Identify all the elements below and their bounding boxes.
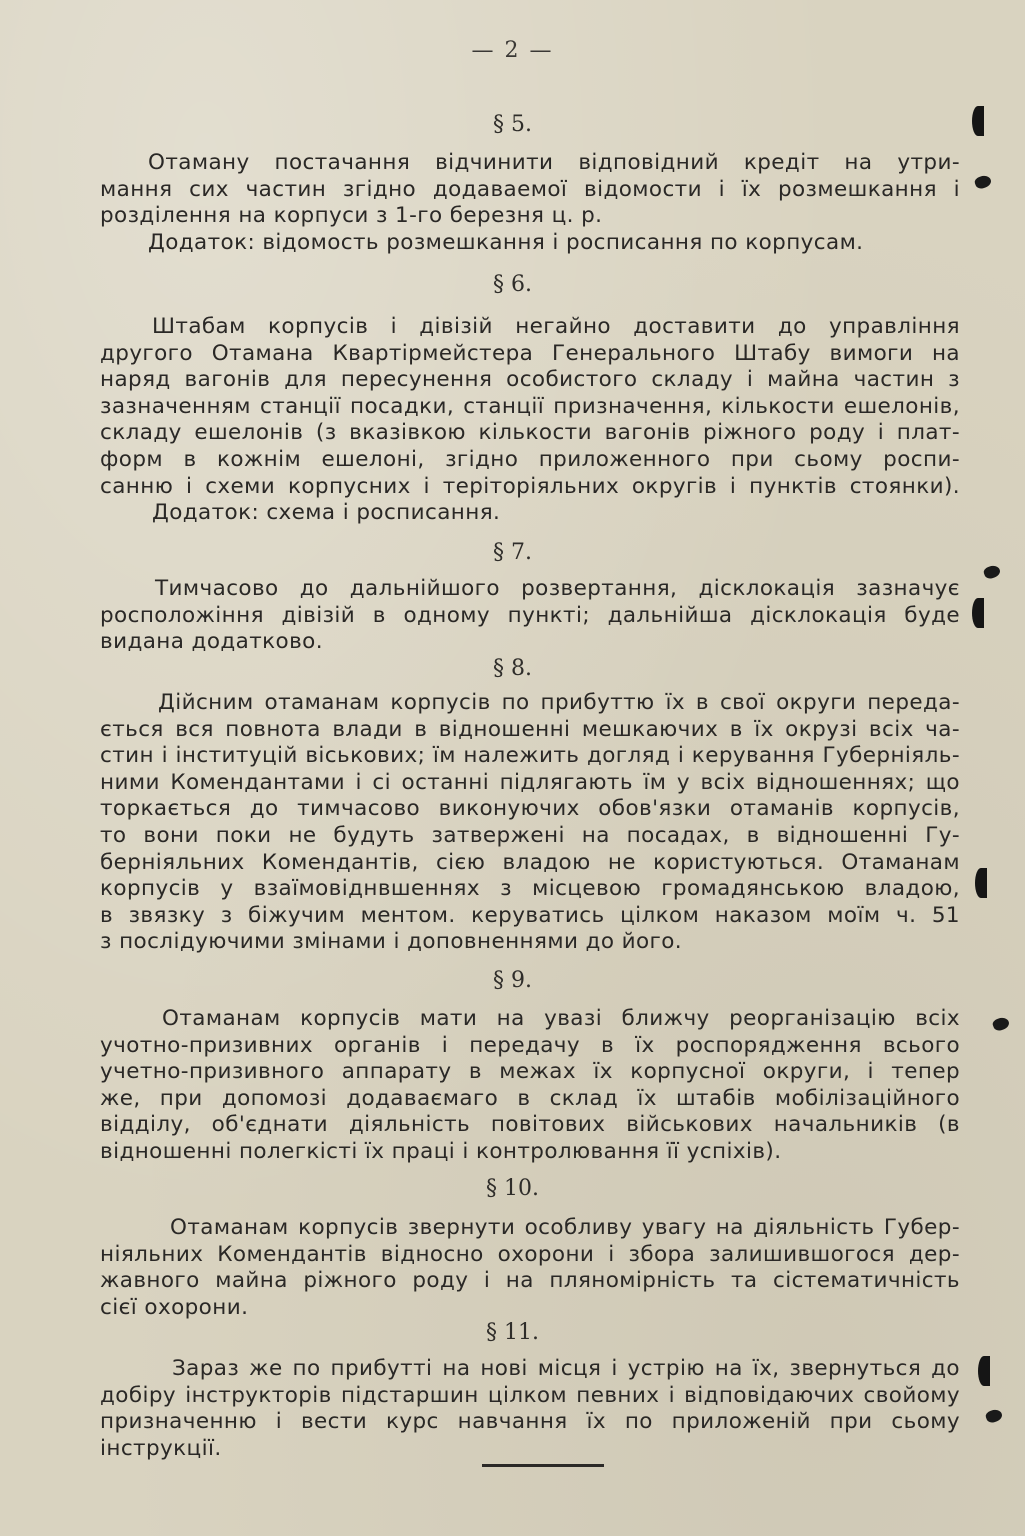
text-line: Отаманам корпусів мати на увазі ближчу реорганізацію всіх (162, 1006, 960, 1031)
text-line: ними Комендантами і сі останні підлягають їм у всіх відношеннях; що (100, 769, 960, 795)
binding-hole-mark (972, 106, 984, 136)
text-line: учетно-призивного аппарату в межах їх корпусної округи, і тепер (100, 1059, 960, 1085)
text-line: Тимчасово до дальнійшого розвертання, дісклокація зазначує (155, 576, 960, 601)
section-body-7 (100, 576, 960, 656)
text-line: учотно-призивних органів і передачу в їх роспорядження всього (100, 1032, 960, 1058)
text-line: стин і інституцій віськових; їм належить догляд і керування Губерніяль- (100, 743, 960, 769)
text-line: Отаманам корпусів звернути особливу увагу на діяльність Губер- (170, 1215, 960, 1240)
text-line: розділення на корпуси з 1-го березня ц. р. (100, 203, 603, 229)
text-line: відділу, об'єднати діяльність повітових військових начальників (в (100, 1112, 960, 1138)
text-line: Дійсним отаманам корпусів по прибуттю їх в свої округи переда- (158, 690, 960, 715)
text-line: корпусів у взаїмовіднвшеннях з місцевою громадянською владою, (100, 876, 960, 902)
text-line: Додаток: схема і росписання. (152, 500, 501, 526)
text-line: торкається до тимчасово виконуючих обов'язки отаманів корпусів, (100, 796, 960, 822)
section-body-8 (100, 690, 960, 956)
text-line: форм в кожнім ешелоні, згідно приложенного при сьому роспи- (100, 446, 960, 472)
text-line: Додаток: відомость розмешкання і росписання по корпусам. (148, 229, 864, 255)
closing-rule (482, 1464, 604, 1467)
section-heading-9: § 9. (493, 968, 532, 993)
binding-hole-mark (975, 868, 987, 898)
text-line: ніяльних Комендантів відносно охорони і збора залишившогося дер- (100, 1241, 960, 1267)
section-heading-11: § 11. (486, 1320, 539, 1345)
text-line: зазначенням станції посадки, станції призначення, кількости ешелонів, (100, 393, 960, 419)
section-heading-6: § 6. (493, 272, 532, 297)
text-line: сієї охорони. (100, 1294, 249, 1320)
section-heading-5: § 5. (493, 112, 532, 137)
text-line: же, при допомозі додаваємаго в склад їх штабів мобілізаційного (100, 1085, 960, 1111)
text-line: ється вся повнота влади в відношенні мешкаючих в їх окрузі всіх ча- (100, 716, 960, 742)
section-body-6 (100, 314, 960, 527)
text-line: жавного майна ріжного роду і на пляномірність та сістематичність (100, 1268, 960, 1294)
text-line: другого Отамана Квартірмейстера Генерального Штабу вимоги на (100, 340, 960, 366)
binding-hole-mark (978, 1356, 990, 1386)
text-line: Штабам корпусів і дівізій негайно доставити до управління (152, 314, 960, 339)
page-number: — 2 — (471, 38, 554, 63)
text-line: видана додатково. (100, 629, 323, 655)
text-line: складу ешелонів (з вказівкою кількости вагонів ріжного роду і плат- (100, 420, 960, 446)
section-heading-8: § 8. (493, 656, 532, 681)
ink-blot (991, 1016, 1010, 1033)
section-body-11 (100, 1356, 960, 1462)
text-line: відношенні полегкісті їх праці і контролювання її успіхів). (100, 1138, 782, 1164)
text-line: Отаману постачання відчинити відповідний кредіт на утри- (148, 150, 960, 175)
ink-blot (973, 174, 992, 191)
section-body-5 (100, 150, 960, 256)
text-line: добіру інструкторів підстаршин цілком певних і відповідаючих свойому (100, 1382, 960, 1408)
section-heading-10: § 10. (486, 1176, 539, 1201)
text-line: призначенню і вести курс навчання їх по приложеній при сьому (100, 1409, 960, 1435)
section-body-9 (100, 1006, 960, 1166)
text-line: мання сих частин згідно додаваемої відомости і їх розмешкання і (100, 176, 960, 202)
text-line: то вони поки не будуть затвержені на посадах, в відношенні Гу- (100, 822, 960, 848)
text-line: з послідуючими змінами і доповненнями до його. (100, 929, 683, 955)
ink-blot (982, 564, 1001, 581)
section-body-10 (100, 1215, 960, 1321)
text-line: берніяльних Комендантів, сією владою не користуються. Отаманам (100, 849, 960, 875)
binding-hole-mark (972, 598, 984, 628)
text-line: в звязку з біжучим ментом. керуватись цілком наказом моїм ч. 51 (100, 902, 960, 928)
text-line: наряд вагонів для пересунення особистого складу і майна частин з (100, 367, 960, 393)
text-line: росположіння дівізій в одному пункті; дальнійша дісклокація буде (100, 602, 960, 628)
ink-blot (984, 1408, 1003, 1425)
section-heading-7: § 7. (493, 540, 532, 565)
text-line: інструкції. (100, 1435, 222, 1461)
text-line: Зараз же по прибутті на нові місця і устрію на їх, звернуться до (172, 1356, 960, 1381)
text-line: санню і схеми корпусних і теріторіяльних округів і пунктів стоянки). (100, 473, 960, 499)
